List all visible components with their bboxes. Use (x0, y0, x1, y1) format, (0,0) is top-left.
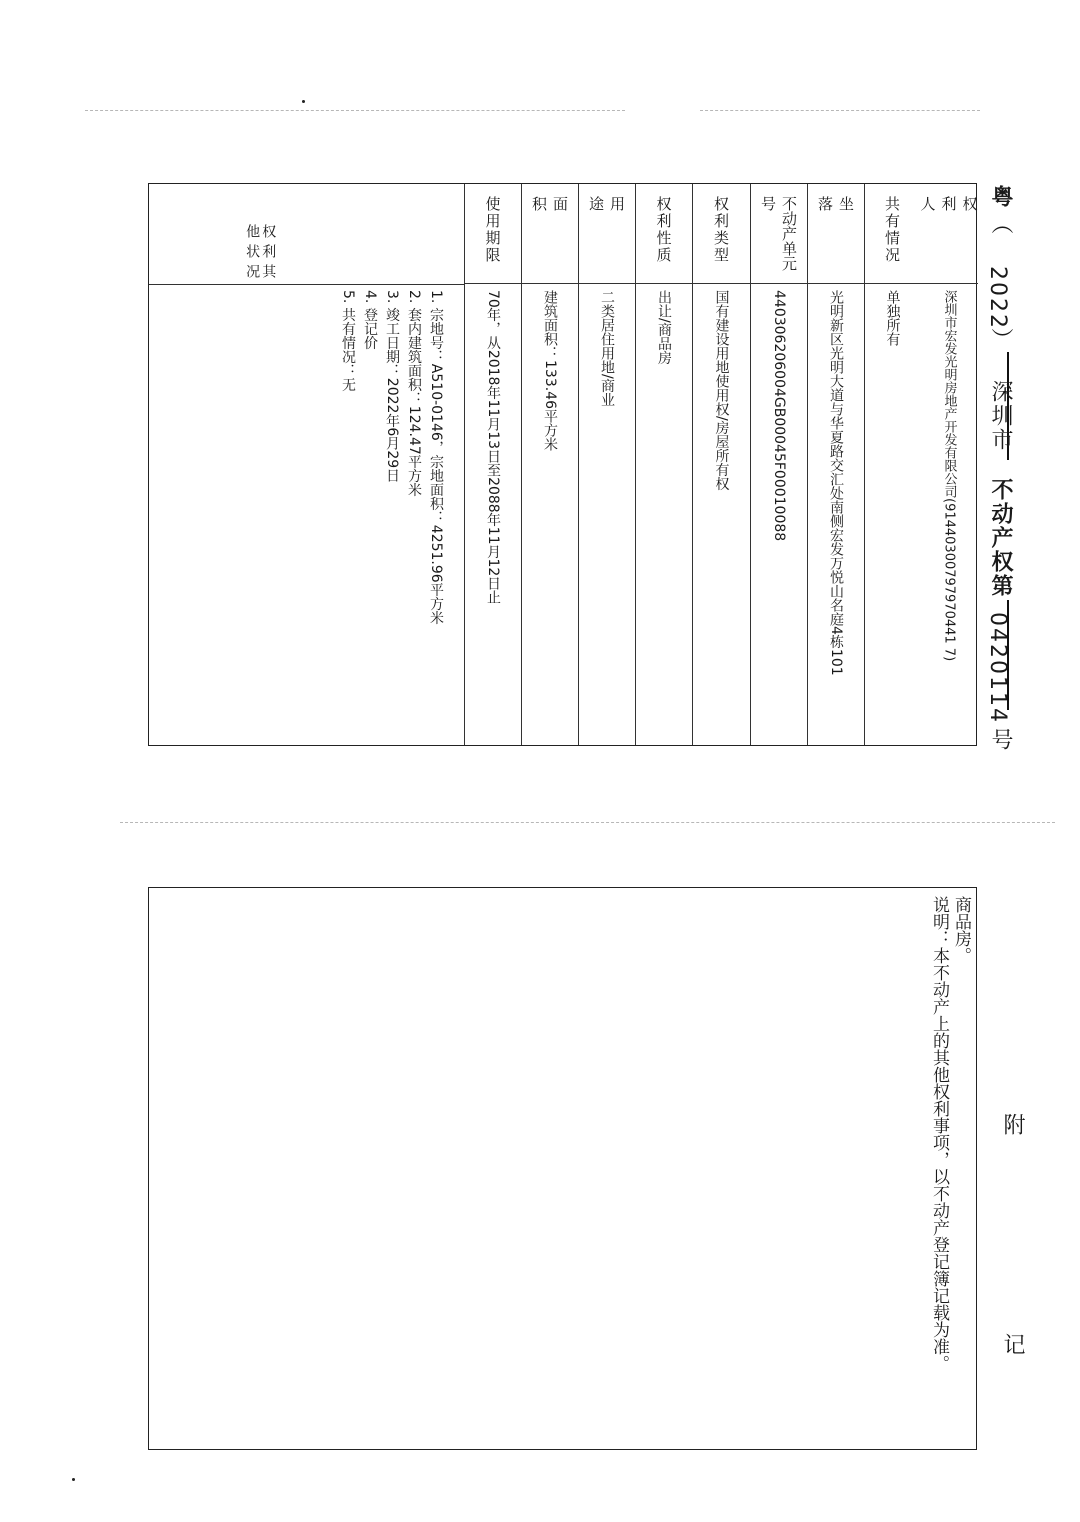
row-value: 单独所有 (884, 290, 901, 346)
table-column-owner (920, 184, 978, 745)
other-rights-item: 1. 宗地号：A510-0146，宗地面积：4251.96平方米 (428, 290, 444, 625)
row-label (579, 184, 635, 289)
row-value: 二类居住用地/商业 (599, 290, 615, 407)
note-line: 说明：本不动产上的其他权利事项，以不动产登记簿记载为准。 (929, 896, 949, 1372)
table-column-right-type (692, 184, 750, 745)
table-column-co-ownership (864, 184, 920, 745)
row-label-text: 用 途 (587, 196, 626, 289)
other-rights-item: 4. 登记价 (362, 290, 378, 350)
row-label-text: 权 利 人 (918, 196, 979, 258)
row-label (920, 184, 978, 284)
row-label (693, 184, 750, 284)
table-column-unit-number (750, 184, 807, 745)
row-value: 深圳市宏发光明房地产开发有限公司(91440300797970441 7) (941, 290, 957, 662)
note-line: 商品房。 (951, 896, 971, 964)
row-label-text: 面 积 (530, 196, 569, 289)
row-value: 出让/商品房 (656, 290, 672, 365)
header-underline (1007, 600, 1009, 710)
row-label (751, 184, 807, 284)
row-value: 440306206004GB00045F00010088 (771, 290, 787, 542)
scan-speck (302, 100, 305, 103)
scan-line-top (85, 110, 625, 111)
row-label (636, 184, 692, 284)
other-rights-item: 5. 共有情况：无 (340, 290, 356, 392)
row-value: 国有建设用地使用权/房屋所有权 (713, 290, 730, 491)
notes-box (148, 887, 1025, 1450)
row-label-text: 使用期限 (483, 196, 502, 264)
other-rights-label: 权利其他状况 (244, 224, 277, 284)
row-label (865, 184, 920, 284)
registration-table (148, 183, 977, 746)
header-type: 不动产权第 (988, 478, 1013, 598)
scan-speck (72, 1478, 75, 1481)
row-value: 建筑面积：133.46平方米 (542, 290, 558, 451)
table-column-location (807, 184, 864, 745)
other-rights-item: 2. 套内建筑面积：124.47平方米 (406, 290, 422, 497)
scan-line-middle (120, 822, 1055, 823)
table-column-right-nature (635, 184, 692, 745)
row-label-text: 权利类型 (712, 196, 730, 264)
header-suffix: 号 (988, 728, 1013, 752)
header-close-paren: ） (988, 328, 1013, 352)
scan-line-top-right (700, 110, 980, 111)
header-open-paren: （ (988, 212, 1013, 236)
table-column-usage (578, 184, 635, 745)
header-province: 粤 (988, 185, 1013, 209)
row-label-text: 坐 落 (816, 196, 855, 289)
row-value: 光明新区光明大道与华夏路交汇处南侧宏发万悦山名庭4栋101 (828, 290, 844, 676)
row-label-text: 不动产单元号 (759, 196, 798, 271)
table-column-term (464, 184, 521, 745)
row-label-text: 权利性质 (654, 196, 673, 264)
row-label-text: 共有情况 (883, 196, 901, 264)
other-rights-top-rule (149, 284, 464, 285)
table-column-other-rights (149, 184, 464, 745)
row-value: 70年，从2018年11月13日至2088年11月12日止 (485, 290, 501, 605)
row-label (522, 184, 578, 289)
table-column-area (521, 184, 578, 745)
row-label (808, 184, 864, 289)
header-year: 2022 (985, 266, 1010, 330)
row-label (465, 184, 521, 284)
header-city: 深圳市 (988, 380, 1013, 452)
other-rights-item: 3. 竣工日期：2022年6月29日 (384, 290, 400, 483)
header-number: 0420114 (985, 612, 1010, 724)
notes-title: 附 记 (1000, 1113, 1025, 1355)
